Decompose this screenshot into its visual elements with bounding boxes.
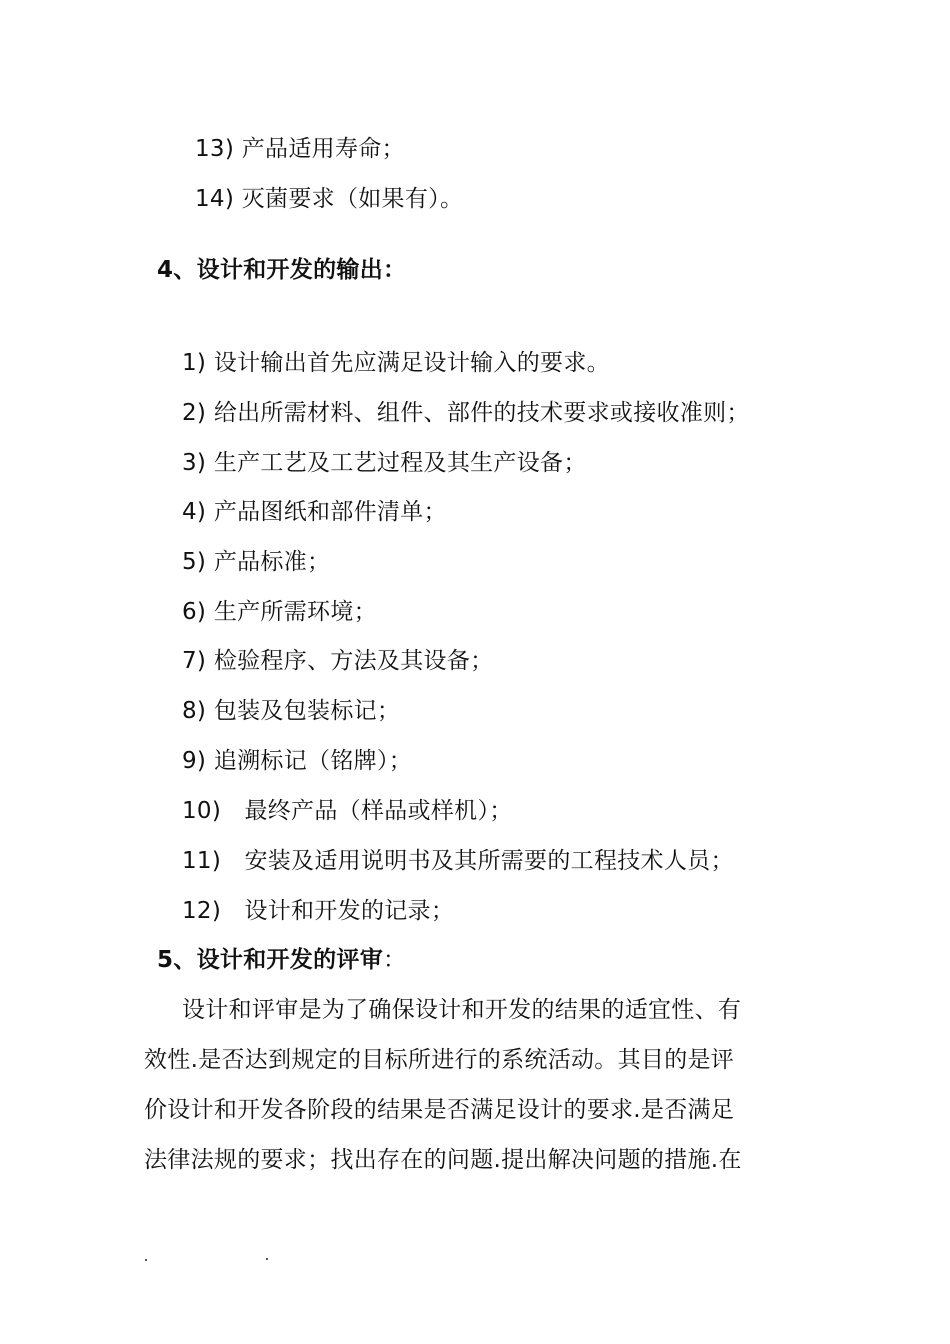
list-item: 12) 设计和开发的记录；	[182, 898, 455, 924]
list-item: 9) 追溯标记（铭牌）；	[182, 748, 413, 774]
section-5-title-colon: ：	[383, 947, 407, 973]
list-item: 10) 最终产品（样品或样机）；	[182, 798, 513, 824]
section-5-title: 5、设计和开发的评审	[157, 947, 384, 973]
list-item: 3) 生产工艺及工艺过程及其生产设备；	[182, 450, 587, 476]
list-item: 5) 产品标准；	[182, 549, 331, 575]
list-item: 6) 生产所需环境；	[182, 599, 377, 625]
list-item: 2) 给出所需材料、组件、部件的技术要求或接收准则；	[182, 400, 750, 426]
section-4-heading: 4、设计和开发的输出：	[157, 257, 407, 283]
list-item: 1) 设计输出首先应满足设计输入的要求。	[182, 350, 610, 376]
paragraph-line: 价设计和开发各阶段的结果是否满足设计的要求.是否满足	[144, 1097, 735, 1123]
paragraph-line: 设计和评审是为了确保设计和开发的结果的适宜性、有	[182, 997, 742, 1023]
section-5-heading	[157, 945, 406, 975]
list-item: 8) 包装及包装标记；	[182, 698, 401, 724]
list-item: 11) 安装及适用说明书及其所需要的工程技术人员；	[182, 848, 734, 874]
list-item: 14) 灭菌要求（如果有）。	[195, 186, 464, 212]
footer-mark	[266, 1258, 268, 1260]
footer-mark	[145, 1259, 147, 1261]
list-item: 13) 产品适用寿命；	[195, 136, 405, 162]
list-item: 7) 检验程序、方法及其设备；	[182, 648, 494, 674]
paragraph-line: 法律法规的要求；找出存在的问题.提出解决问题的措施.在	[144, 1147, 742, 1173]
paragraph-line: 效性.是否达到规定的目标所进行的系统活动。其目的是评	[144, 1047, 735, 1073]
list-item: 4) 产品图纸和部件清单；	[182, 499, 447, 525]
